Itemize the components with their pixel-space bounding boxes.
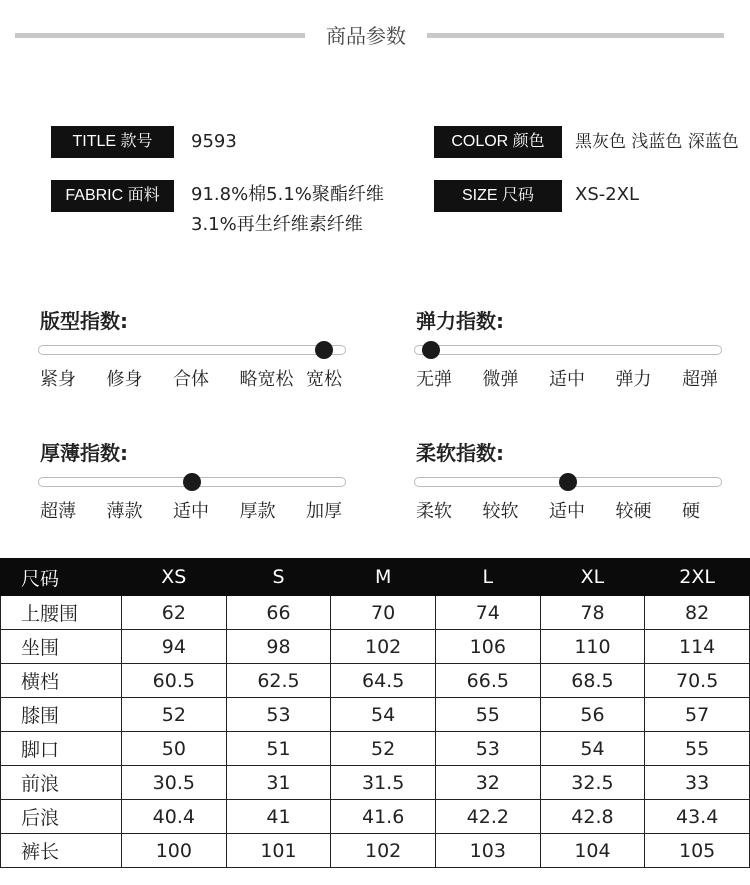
table-cell: 102 <box>331 834 436 868</box>
table-cell: 41.6 <box>331 800 436 834</box>
row-label-cell: 横档 <box>1 664 122 698</box>
table-cell: 78 <box>540 596 645 630</box>
table-row <box>1 630 750 664</box>
table-cell: 64.5 <box>331 664 436 698</box>
table-cell: 62.5 <box>226 664 331 698</box>
color-value: 黑灰色 浅蓝色 深蓝色 <box>575 132 739 152</box>
table-row <box>1 766 750 800</box>
index-slider-track <box>414 345 722 355</box>
row-label-cell: 裤长 <box>1 834 122 868</box>
table-cell: 41 <box>226 800 331 834</box>
table-cell: 40.4 <box>122 800 227 834</box>
row-label-cell: 坐围 <box>1 630 122 664</box>
row-label-cell: 后浪 <box>1 800 122 834</box>
table-cell: 74 <box>435 596 540 630</box>
table-cell: 105 <box>645 834 750 868</box>
index-tick-label: 加厚 <box>306 501 342 522</box>
index-title: 弹力指数: <box>416 309 504 333</box>
header-cell: S <box>226 559 331 596</box>
index-tick-label: 适中 <box>173 501 209 522</box>
table-cell: 32 <box>435 766 540 800</box>
table-row <box>1 732 750 766</box>
index-tick-label: 较软 <box>482 501 519 522</box>
table-cell: 101 <box>226 834 331 868</box>
index-tick-label: 略宽松 <box>239 369 294 390</box>
table-row <box>1 834 750 868</box>
table-cell: 53 <box>226 698 331 732</box>
header-cell: M <box>331 559 436 596</box>
header-line-right <box>427 33 724 38</box>
table-cell: 62 <box>122 596 227 630</box>
index-tick-label: 紧身 <box>40 369 76 390</box>
header-cell: XL <box>540 559 645 596</box>
index-tick-label: 宽松 <box>306 369 342 390</box>
index-slider-knob <box>183 473 201 491</box>
index-tick-label: 修身 <box>106 369 143 390</box>
table-cell: 52 <box>122 698 227 732</box>
row-label-cell: 前浪 <box>1 766 122 800</box>
table-cell: 31.5 <box>331 766 436 800</box>
table-cell: 70 <box>331 596 436 630</box>
index-tick-label: 适中 <box>549 369 585 390</box>
header-cell: XS <box>122 559 227 596</box>
table-row <box>1 800 750 834</box>
table-cell: 50 <box>122 732 227 766</box>
table-cell: 98 <box>226 630 331 664</box>
size-table-header <box>1 559 750 596</box>
table-cell: 60.5 <box>122 664 227 698</box>
section-title: 商品参数 <box>326 24 406 48</box>
table-row <box>1 698 750 732</box>
index-slider-knob <box>315 341 333 359</box>
table-cell: 82 <box>645 596 750 630</box>
table-row <box>1 596 750 630</box>
size-label: SIZE 尺码 <box>434 180 562 212</box>
index-tick-label: 超弹 <box>682 369 718 390</box>
index-title: 版型指数: <box>40 309 128 333</box>
table-cell: 53 <box>435 732 540 766</box>
index-tick-label: 超薄 <box>40 501 76 522</box>
table-cell: 66.5 <box>435 664 540 698</box>
table-cell: 52 <box>331 732 436 766</box>
table-cell: 43.4 <box>645 800 750 834</box>
index-tick-label: 薄款 <box>106 501 143 522</box>
size-table <box>0 558 750 868</box>
table-cell: 94 <box>122 630 227 664</box>
header-line-left <box>15 33 305 38</box>
table-row <box>1 664 750 698</box>
table-cell: 114 <box>645 630 750 664</box>
table-cell: 30.5 <box>122 766 227 800</box>
index-title: 柔软指数: <box>416 441 504 465</box>
index-slider-track <box>38 345 346 355</box>
size-value: XS-2XL <box>575 184 640 205</box>
title-label: TITLE 款号 <box>51 126 174 158</box>
index-tick-label: 硬 <box>682 501 700 522</box>
table-cell: 32.5 <box>540 766 645 800</box>
header-cell: 2XL <box>645 559 750 596</box>
table-cell: 55 <box>645 732 750 766</box>
table-cell: 110 <box>540 630 645 664</box>
header-cell: L <box>435 559 540 596</box>
index-tick-label: 无弹 <box>416 369 452 390</box>
table-cell: 42.2 <box>435 800 540 834</box>
table-cell: 54 <box>331 698 436 732</box>
index-tick-label: 合体 <box>173 369 209 390</box>
table-cell: 100 <box>122 834 227 868</box>
index-tick-label: 柔软 <box>416 501 452 522</box>
table-cell: 33 <box>645 766 750 800</box>
title-value: 9593 <box>191 131 237 152</box>
table-cell: 104 <box>540 834 645 868</box>
table-cell: 55 <box>435 698 540 732</box>
header-cell: 尺码 <box>1 559 122 596</box>
index-tick-label: 较硬 <box>615 501 652 522</box>
color-label: COLOR 颜色 <box>434 126 562 158</box>
index-slider-knob <box>559 473 577 491</box>
table-cell: 57 <box>645 698 750 732</box>
row-label-cell: 上腰围 <box>1 596 122 630</box>
table-cell: 103 <box>435 834 540 868</box>
table-cell: 54 <box>540 732 645 766</box>
fabric-value-line2: 3.1%再生纤维素纤维 <box>191 214 363 235</box>
index-tick-label: 弹力 <box>615 369 652 390</box>
table-cell: 51 <box>226 732 331 766</box>
table-cell: 31 <box>226 766 331 800</box>
index-title: 厚薄指数: <box>40 441 128 465</box>
table-cell: 106 <box>435 630 540 664</box>
table-cell: 102 <box>331 630 436 664</box>
index-tick-label: 厚款 <box>239 501 276 522</box>
index-slider-knob <box>422 341 440 359</box>
row-label-cell: 膝围 <box>1 698 122 732</box>
table-cell: 68.5 <box>540 664 645 698</box>
table-cell: 66 <box>226 596 331 630</box>
table-cell: 42.8 <box>540 800 645 834</box>
fabric-label: FABRIC 面料 <box>51 180 174 212</box>
index-tick-label: 微弹 <box>482 369 519 390</box>
fabric-value-line1: 91.8%棉5.1%聚酯纤维 <box>191 184 384 205</box>
table-cell: 56 <box>540 698 645 732</box>
row-label-cell: 脚口 <box>1 732 122 766</box>
index-tick-label: 适中 <box>549 501 585 522</box>
table-cell: 70.5 <box>645 664 750 698</box>
